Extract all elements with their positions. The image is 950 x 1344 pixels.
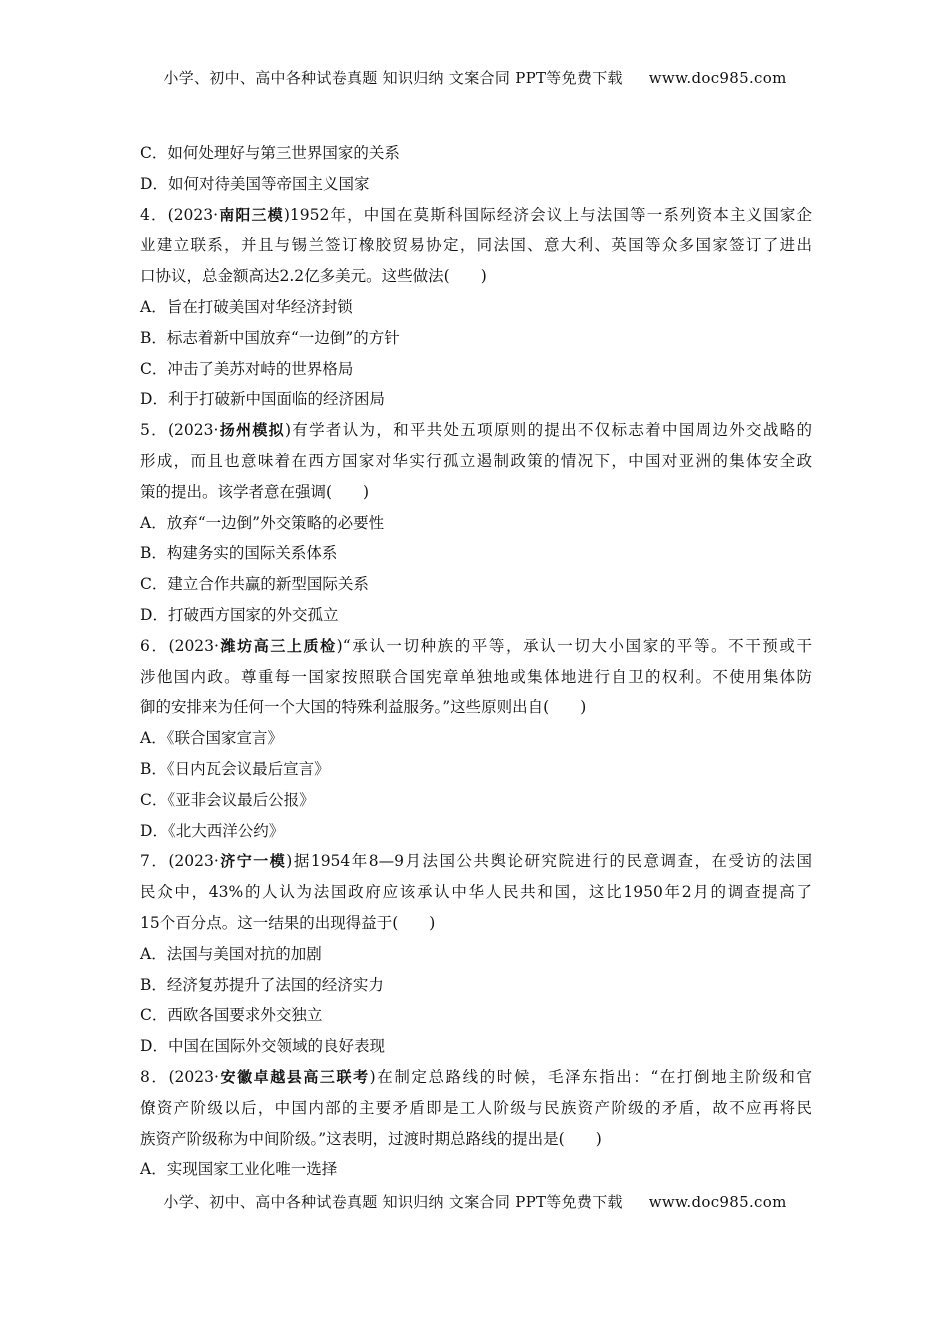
option-b: B．标志着新中国放弃“一边倒”的方针 (140, 328, 400, 347)
question-source: 南阳三模 (218, 205, 284, 224)
question-stem-line: 策的提出。该学者意在强调( ) (140, 482, 370, 501)
q4-options (140, 292, 812, 415)
option-a: A．旨在打破美国对华经济封锁 (140, 297, 353, 316)
option-b: B．《日内瓦会议最后宣言》 (140, 759, 330, 778)
option-c: C．如何处理好与第三世界国家的关系 (140, 144, 400, 162)
option-a: A．法国与美国对抗的加剧 (140, 944, 322, 963)
option-c: C．《亚非会议最后公报》 (140, 790, 315, 809)
option-c: C．建立合作共赢的新型国际关系 (140, 575, 369, 594)
option-a: A．放弃“一边倒”外交策略的必要性 (140, 513, 385, 532)
option-d: D．打破西方国家的外交孤立 (140, 605, 339, 624)
header-text: 小学、初中、高中各种试卷真题 知识归纳 文案合同 PPT等免费下载 (163, 69, 623, 87)
option-c: C．冲击了美苏对峙的世界格局 (140, 359, 354, 378)
question-stem-line: 5．(2023·扬州模拟)有学者认为，和平共处五项原则的提出不仅标志着中国周边外交战略的 (140, 421, 812, 440)
question-stem-line: 涉他国内政。尊重每一国家按照联合国宪章单独地或集体地进行自卫的权利。不使用集体防 (140, 667, 812, 686)
option-d: D．中国在国际外交领域的良好表现 (140, 1037, 385, 1056)
footer-text: 小学、初中、高中各种试卷真题 知识归纳 文案合同 PPT等免费下载 (163, 1193, 623, 1211)
option-b: B．经济复苏提升了法国的经济实力 (140, 975, 384, 994)
q5-options (140, 508, 812, 631)
question-stem-line: 口协议，总金额高达2.2亿多美元。这些做法( ) (140, 267, 487, 286)
question-8 (140, 1062, 812, 1154)
q8-options (140, 1154, 812, 1185)
option-a: A．《联合国家宣言》 (140, 729, 283, 748)
question-stem-line: 御的安排来为任何一个大国的特殊利益服务。”这些原则出自( ) (140, 698, 587, 717)
question-source: 扬州模拟 (218, 421, 285, 440)
question-4 (140, 200, 812, 292)
question-stem-line: 族资产阶级称为中间阶级。”这表明，过渡时期总路线的提出是( ) (140, 1129, 602, 1148)
question-source: 潍坊高三上质检 (218, 636, 337, 655)
question-stem-line: 6．(2023·潍坊高三上质检)“承认一切种族的平等，承认一切大小国家的平等。不干预或干 (140, 636, 812, 655)
option-d: D．利于打破新中国面临的经济困局 (140, 390, 385, 409)
question-stem-line: 7．(2023·济宁一模)据1954年8—9月法国公共舆论研究院进行的民意调查，在受访的法国 (140, 852, 812, 871)
question-stem-line: 4．(2023·南阳三模)1952年，中国在莫斯科国际经济会议上与法国等一系列资本主义国家企 (140, 205, 812, 224)
question-5 (140, 415, 812, 507)
question-source: 安徽卓越县高三联考 (218, 1067, 370, 1086)
question-stem-line: 15个百分点。这一结果的出现得益于( ) (140, 913, 436, 932)
option-d: D．《北大西洋公约》 (140, 821, 285, 840)
q6-options (140, 723, 812, 846)
question-7 (140, 846, 812, 938)
header-url: www.doc985.com (648, 69, 787, 87)
q3-options (140, 138, 812, 200)
question-stem-line: 民众中，43%的人认为法国政府应该承认中华人民共和国，这比1950年2月的调查提高了 (140, 883, 812, 902)
option-d: D．如何对待美国等帝国主义国家 (140, 174, 370, 193)
footer-url: www.doc985.com (648, 1193, 787, 1211)
question-stem-line: 业建立联系，并且与锡兰签订橡胶贸易协定，同法国、意大利、英国等众多国家签订了进出 (140, 236, 812, 255)
option-c: C．西欧各国要求外交独立 (140, 1006, 323, 1025)
question-content (140, 138, 812, 1185)
page-header (0, 67, 950, 88)
question-stem-line: 8．(2023·安徽卓越县高三联考)在制定总路线的时候，毛泽东指出：“在打倒地主阶级和官 (140, 1067, 812, 1086)
question-source: 济宁一模 (218, 852, 287, 871)
option-b: B．构建务实的国际关系体系 (140, 544, 338, 563)
question-stem-line: 形成，而且也意味着在西方国家对华实行孤立遏制政策的情况下，中国对亚洲的集体安全政 (140, 451, 812, 470)
question-6 (140, 631, 812, 723)
q7-options (140, 939, 812, 1062)
page-footer (0, 1191, 950, 1212)
option-a: A．实现国家工业化唯一选择 (140, 1160, 338, 1179)
question-stem-line: 僚资产阶级以后，中国内部的主要矛盾即是工人阶级与民族资产阶级的矛盾，故不应再将民 (140, 1098, 812, 1117)
